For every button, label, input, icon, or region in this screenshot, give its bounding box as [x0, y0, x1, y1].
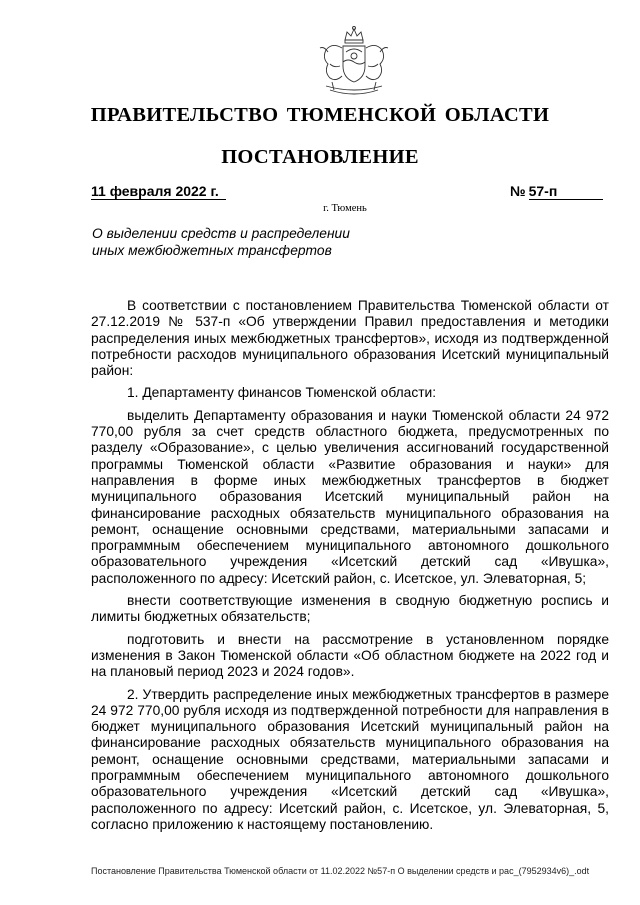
tyumen-region-coat-of-arms-icon	[312, 24, 396, 104]
number-value: 57-п	[529, 183, 603, 200]
item-1-heading: 1. Департаменту финансов Тюменской области:	[127, 385, 437, 401]
number-sign: №	[510, 183, 526, 199]
document-type: ПОСТАНОВЛЕНИЕ	[221, 146, 419, 168]
item-2-paragraph: 2. Утвердить распределение иных межбюджетных трансфертов в размере 24 972 770,00 рубля исходя из подтвержденной потребности для направления в бюджет муниципального образования Исетский муниципальный район на финансирование расходных обязательств муниципального образования на ремонт, оснащение основными средствами, материальными запасами и программным обеспечением муниципального автономного дошкольного образовательного учреждения «Исетский детский сад «Ивушка», расположенного по адресу: Исетский район, с. Исетское, ул. Элеваторная, 5, согласно приложению к настоящему постановлению.	[91, 686, 609, 832]
item-1-allocate-paragraph: выделить Департаменту образования и науки Тюменской области 24 972 770,00 рубля за счет средств областного бюджета, предусмотренных по разделу «Образование», с целью увеличения ассигнований государственной программы Тюменской области «Развитие образования и науки» для направления в форме иных межбюджетных трансфертов в бюджет муниципального образования Исетский муниципальный район на финансирование расходных обязательств муниципального образования на ремонт, оснащение основными средствами, материальными запасами и программным обеспечением муниципального автономного дошкольного образовательного учреждения «Исетский детский сад «Ивушка», расположенного по адресу: Исетский район, с. Исетское, ул. Элеваторная, 5;	[91, 407, 609, 586]
item-1-prepare-paragraph: подготовить и внести на рассмотрение в установленном порядке изменения в Закон Тюменской области «Об областном бюджете на 2022 год и на плановый период 2023 и 2024 годов».	[91, 631, 609, 680]
subject-line-2: иных межбюджетных трансфертов	[92, 242, 332, 258]
government-title: ПРАВИТЕЛЬСТВО ТЮМЕНСКОЙ ОБЛАСТИ	[90, 104, 550, 126]
document-subject	[92, 226, 350, 259]
document-city: г. Тюмень	[323, 203, 367, 214]
intro-paragraph: В соответствии с постановлением Правительства Тюменской области от 27.12.2019 № 537-п «Об утверждении Правил предоставления и методики распределения иных межбюджетных трансфертов», исходя из подтвержденной потребности расходов муниципального образования Исетский муниципальный район:	[91, 298, 609, 379]
document-footer: Постановление Правительства Тюменской области от 11.02.2022 №57-п О выделении средств и рас_(7952934v6)_.odt	[91, 866, 590, 876]
document-body	[91, 298, 609, 833]
subject-line-1: О выделении средств и распределении	[92, 226, 350, 241]
item-1-amend-paragraph: внести соответствующие изменения в сводную бюджетную роспись и лимиты бюджетных обязательств;	[91, 593, 609, 625]
document-date: 11 февраля 2022 г.	[91, 183, 226, 200]
document-number	[510, 183, 603, 200]
